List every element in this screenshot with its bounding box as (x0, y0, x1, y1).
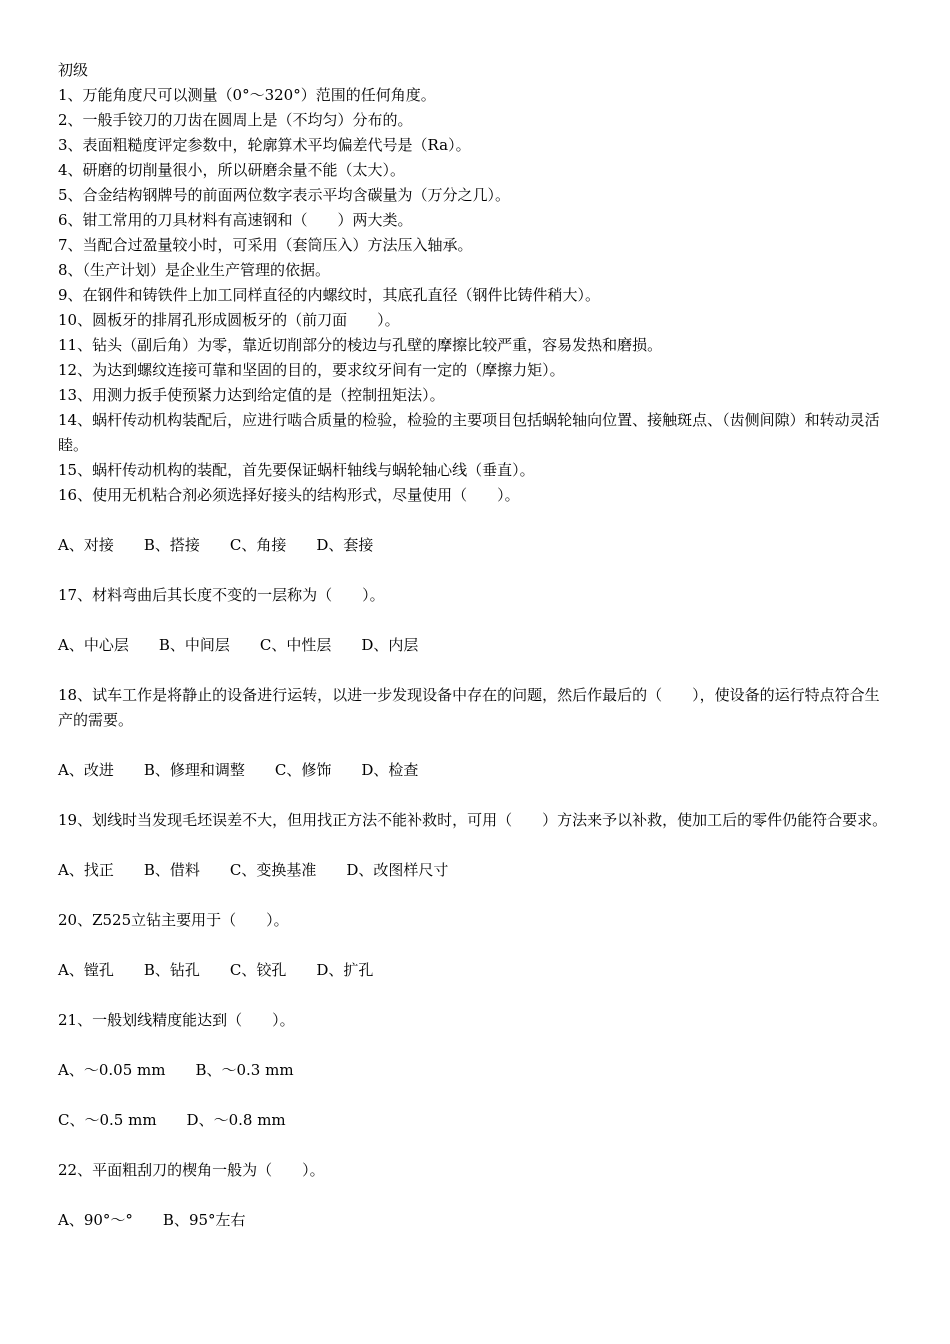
question-line: 22、平面粗刮刀的楔角一般为（ ）。 (58, 1161, 325, 1179)
question-line: 1、万能角度尺可以测量（0°～320°）范围的任何角度。 (58, 86, 436, 104)
blank-line (58, 783, 894, 808)
question-line: 2、一般手铰刀的刀齿在圆周上是（不均匀）分布的。 (58, 111, 413, 129)
question-line: 7、当配合过盈量较小时，可采用（套筒压入）方法压入轴承。 (58, 236, 473, 254)
question-line: 20、Z525立钻主要用于（ ）。 (58, 911, 289, 929)
blank-line (58, 933, 894, 958)
document-body (58, 83, 894, 1233)
question-line: 13、用测力扳手使预紧力达到给定值的是（控制扭矩法）。 (58, 386, 445, 404)
answer-options: A、对接 B、搭接 C、角接 D、套接 (58, 536, 374, 554)
blank-line (58, 733, 894, 758)
question-line: 14、蜗杆传动机构装配后，应进行啮合质量的检验，检验的主要项目包括蜗轮轴向位置、接触斑点、（齿侧间隙）和转动灵活睦。 (58, 411, 880, 454)
question-line: 9、在钢件和铸铁件上加工同样直径的内螺纹时，其底孔直径（钢件比铸件稍大）。 (58, 286, 601, 304)
question-line: 5、合金结构钢牌号的前面两位数字表示平均含碳量为（万分之几）。 (58, 186, 511, 204)
blank-line (58, 608, 894, 633)
question-line: 19、划线时当发现毛坯误差不大，但用找正方法不能补救时，可用（ ）方法来予以补救，使加工后的零件仍能符合要求。 (58, 811, 888, 829)
question-line: 4、研磨的切削量很小，所以研磨余量不能（太大）。 (58, 161, 406, 179)
answer-options: A、镗孔 B、钻孔 C、铰孔 D、扩孔 (58, 961, 374, 979)
blank-line (58, 508, 894, 533)
blank-line (58, 1183, 894, 1208)
answer-options: A、改进 B、修理和调整 C、修饰 D、检查 (58, 761, 419, 779)
answer-options: A、90°～° B、95°左右 (58, 1211, 246, 1229)
answer-options: A、中心层 B、中间层 C、中性层 D、内层 (58, 636, 419, 654)
question-line: 18、试车工作是将静止的设备进行运转，以进一步发现设备中存在的问题，然后作最后的（ ），使设备的运行特点符合生产的需要。 (58, 686, 880, 729)
question-line: 3、表面粗糙度评定参数中，轮廓算术平均偏差代号是（Ra）。 (58, 136, 471, 154)
answer-options: A、～0.05 mm B、～0.3 mm (58, 1061, 294, 1079)
blank-line (58, 1033, 894, 1058)
document-heading: 初级 (58, 61, 89, 79)
question-line: 21、一般划线精度能达到（ ）。 (58, 1011, 295, 1029)
blank-line (58, 983, 894, 1008)
answer-options: A、找正 B、借料 C、变换基准 D、改图样尺寸 (58, 861, 449, 879)
question-line: 17、材料弯曲后其长度不变的一层称为（ ）。 (58, 586, 385, 604)
question-line: 8、（生产计划）是企业生产管理的依据。 (58, 261, 331, 279)
blank-line (58, 883, 894, 908)
question-line: 6、钳工常用的刀具材料有高速钢和（ ）两大类。 (58, 211, 413, 229)
question-line: 16、使用无机粘合剂必须选择好接头的结构形式，尽量使用（ ）。 (58, 486, 520, 504)
answer-options: C、～0.5 mm D、～0.8 mm (58, 1111, 286, 1129)
blank-line (58, 833, 894, 858)
blank-line (58, 1133, 894, 1158)
question-line: 12、为达到螺纹连接可靠和坚固的目的，要求纹牙间有一定的（摩擦力矩）。 (58, 361, 565, 379)
question-line: 10、圆板牙的排屑孔形成圆板牙的（前刀面 ）。 (58, 311, 400, 329)
blank-line (58, 658, 894, 683)
blank-line (58, 558, 894, 583)
question-line: 15、蜗杆传动机构的装配，首先要保证蜗杆轴线与蜗轮轴心线（垂直）。 (58, 461, 535, 479)
blank-line (58, 1083, 894, 1108)
question-line: 11、钻头（副后角）为零，靠近切削部分的棱边与孔壁的摩擦比较严重，容易发热和磨损。 (58, 336, 663, 354)
